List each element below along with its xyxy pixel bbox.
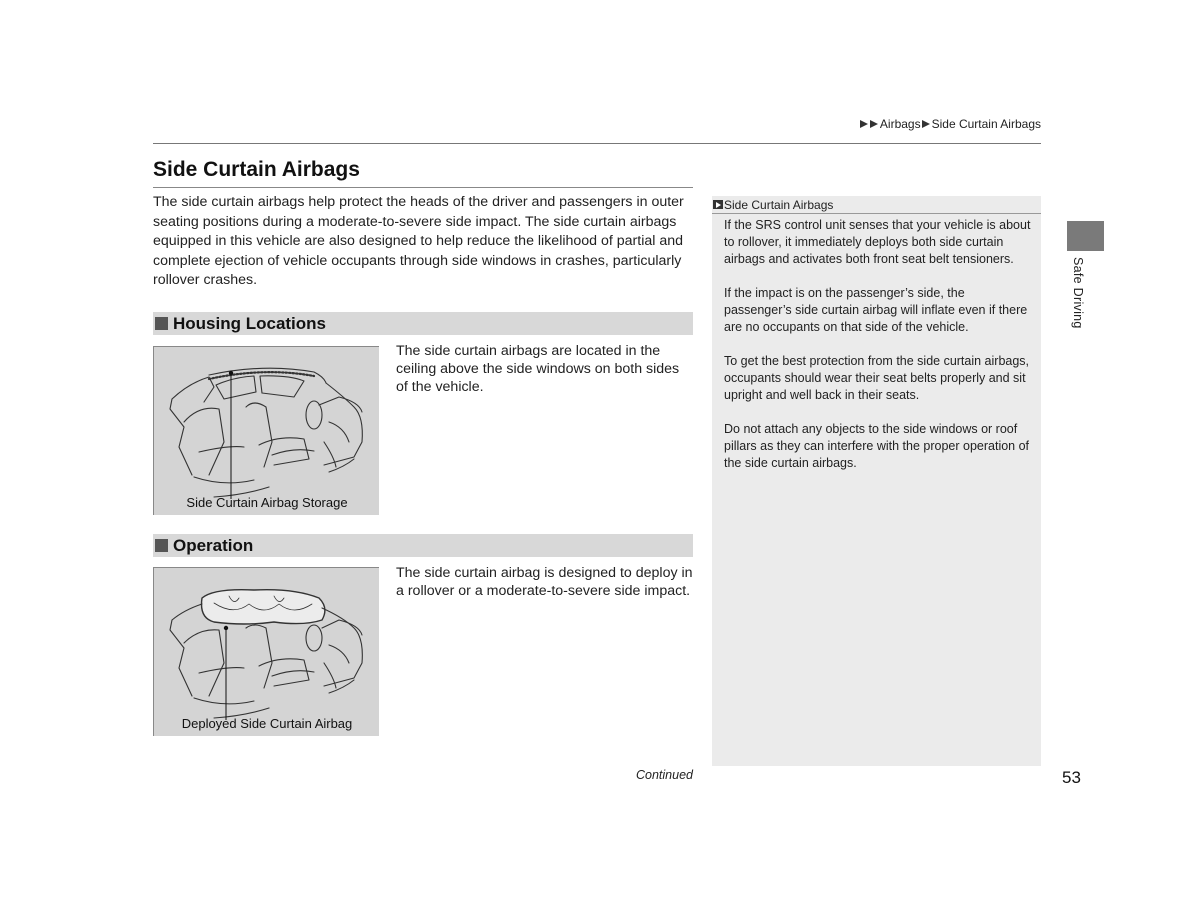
housing-locations-text: The side curtain airbags are located in the ceiling above the side windows on both sides of the vehicle. [396, 343, 680, 395]
chapter-tab-marker[interactable] [1067, 221, 1104, 251]
title-divider [153, 187, 693, 188]
breadcrumb-arrow-icon [870, 120, 878, 128]
operation-text: The side curtain airbag is designed to deploy in a rollover or a moderate-to-severe side impact. [396, 565, 693, 599]
sidebar-heading [712, 196, 1041, 214]
breadcrumb-arrow-icon [922, 120, 930, 128]
header-divider [153, 143, 1041, 144]
section-heading: Operation [173, 535, 254, 555]
sidebar-title: Side Curtain Airbags [724, 197, 834, 212]
intro-paragraph: The side curtain airbags help protect the heads of the driver and passengers in outer seating positions during a moderate-to-severe side impact. The side curtain airbags equipped in this vehicle are also designed to help reduce the likelihood of partial and complete ejection of vehicle occupants through side windows in crashes, particularly rollover crashes. [153, 194, 684, 288]
car-interior-deployed-illustration [154, 568, 379, 736]
breadcrumb [860, 117, 1041, 131]
breadcrumb-item-airbags[interactable]: Airbags [879, 117, 921, 131]
figure-caption: Deployed Side Curtain Airbag [181, 716, 353, 731]
section-header-housing-locations [153, 312, 693, 335]
sidebar-body [724, 217, 1034, 489]
sidebar-paragraph: Do not attach any objects to the side windows or roof pillars as they can interfere with the proper operation of the side curtain airbags. [724, 422, 1030, 470]
page-number: 53 [1062, 768, 1081, 787]
sidebar-paragraph: If the SRS control unit senses that your vehicle is about to rollover, it immediately deploys both side curtain airbags and activates both front seat belt tensioners. [724, 218, 1031, 266]
sidebar-paragraph: If the impact is on the passenger’s side, the passenger’s side curtain airbag will inflate even if there are no occupants on that side of the vehicle. [724, 286, 1028, 334]
figure-caption: Side Curtain Airbag Storage [186, 495, 348, 510]
reference-arrow-icon [713, 200, 723, 209]
sidebar-note [712, 196, 1041, 766]
square-bullet-icon [155, 317, 168, 330]
square-bullet-icon [155, 539, 168, 552]
section-heading: Housing Locations [173, 313, 326, 333]
breadcrumb-item-side-curtain-airbags[interactable]: Side Curtain Airbags [931, 117, 1041, 131]
chapter-tab-label: Safe Driving [1071, 257, 1085, 329]
figure-airbag-storage [153, 346, 379, 515]
breadcrumb-arrow-icon [860, 120, 868, 128]
continued-label: Continued [636, 768, 693, 782]
sidebar-paragraph: To get the best protection from the side curtain airbags, occupants should wear their seat belts properly and sit upright and well back in their seats. [724, 354, 1030, 402]
car-interior-illustration [154, 347, 379, 515]
page-title: Side Curtain Airbags [153, 158, 360, 181]
figure-deployed-airbag [153, 567, 379, 736]
section-header-operation [153, 534, 693, 557]
